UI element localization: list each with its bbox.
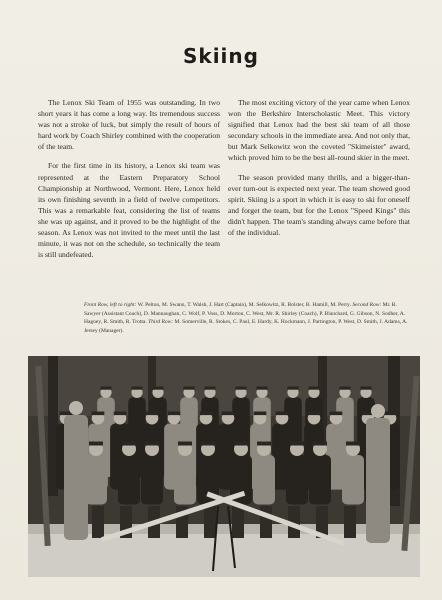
- paragraph: For the first time in its history, a Lenox ski team was represented at the Eastern Preparatory School Championship at Northwood, Vermont. Here, Lenox held its own finishing seventh in a field of twelve competitors. This was a remarkable feat, considering the list of teams she was up against, and it proved to be the highlight of the season. As Lenox was not invited to the meet until the last minute, it was not on the schedule, so technically the team is still undefeated.: [38, 161, 220, 260]
- page-title: Skiing: [183, 44, 259, 68]
- right-column: [228, 97, 410, 246]
- caption-second-label: Second Row:: [352, 302, 382, 308]
- paragraph: The season provided many thrills, and a bigger-than-ever turn-out is expected next year. The team showed good spirit. Skiing is a sport in which it is easy to ski for oneself and forget the team, but for the Lenox "Speed Kings" this didn't happen. The team's standing always came before that of the individual.: [228, 172, 410, 238]
- team-photo-image: [28, 356, 420, 577]
- team-photo: [28, 356, 420, 577]
- caption-front-names: W. Pelton, M. Swann, T. Walsh, J. Hart (Captain), M. Selkowitz, R. Bolster, B. Hamill, M. Perry.: [137, 302, 351, 308]
- caption-second-names: Mr. R. Sawyer (Assistant Coach), D. Mannaughan, C. Wolf, P. Voss, D. Morton, C. West, Mr. R. Shirley (Coach), P. Blanchard, G. Gibson, N. Sodher, A. Hagoey, R. Smith, R. Trotta.: [84, 302, 406, 326]
- left-column: [38, 97, 220, 268]
- paragraph: The most exciting victory of the year came when Lenox won the Berkshire Interscholastic Meet. This victory signified that Lenox had the best ski team of all those secondary schools in the immediate area. And not only that, but Mark Selkowitz won the coveted "Skimeister" award, which proved him to be the best all-round skier in the meet.: [228, 98, 410, 163]
- photo-caption: [84, 301, 414, 335]
- caption-third-label: Third Row:: [148, 319, 174, 326]
- paragraph: The Lenox Ski Team of 1955 was outstanding. In two short years it has come a long way. Its tremendous success was not a stroke of luck, but simply the result of hours of hard work by Coach Shirley combined with the cooperation of the team.: [38, 98, 220, 152]
- caption-front-label: Front Row, left to right:: [84, 302, 137, 308]
- caption-third-names: M. Somerville, R. Stokes, C. Paul, E. Hardy, K. Hockmann, J. Partington, P. West, D. Smith, J. Adams, A. Jersey (Manager).: [84, 319, 408, 334]
